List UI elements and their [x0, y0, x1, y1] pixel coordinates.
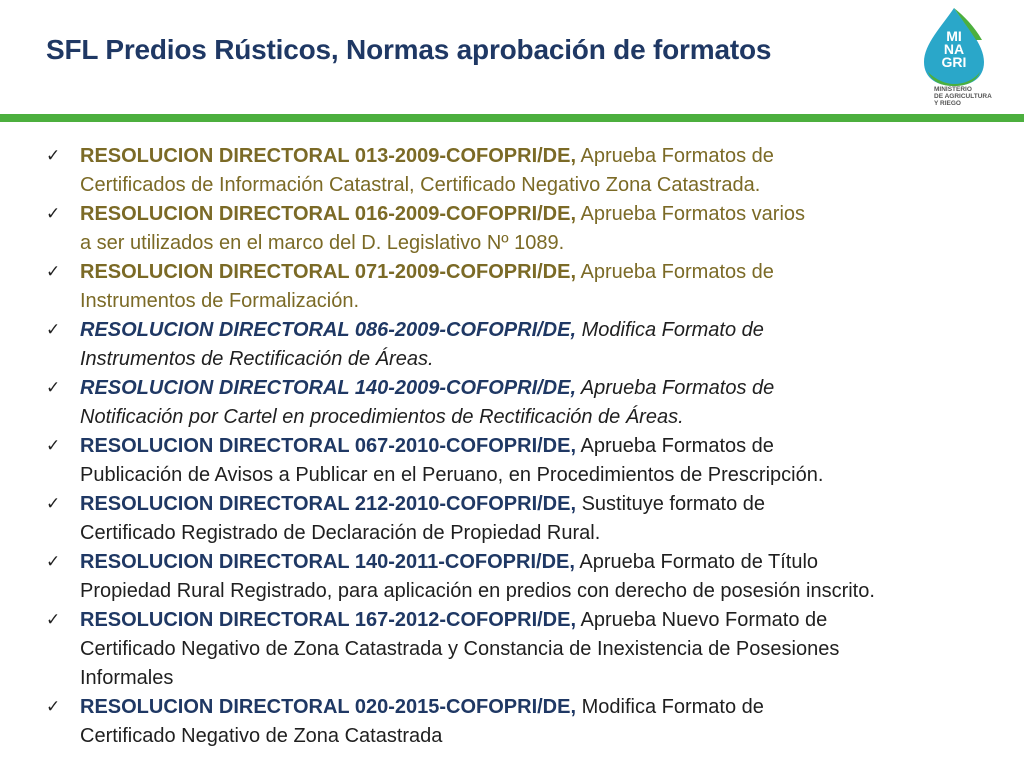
resolution-desc: Informales [80, 667, 174, 689]
resolution-desc: Certificado Negativo de Zona Catastrada y Constancia de Inexistencia de Posesiones [80, 638, 840, 660]
list-item [0, 374, 1024, 432]
check-icon: ✓ [46, 697, 61, 717]
logo-mark-line: NA [943, 41, 965, 57]
resolution-desc: Certificado Negativo de Zona Catastrada [80, 725, 443, 747]
resolution-code: RESOLUCION DIRECTORAL 071-2009-COFOPRI/DE, [80, 261, 577, 283]
list-item [0, 316, 1024, 374]
resolution-desc: Aprueba Formatos varios [576, 203, 806, 225]
resolution-desc: Instrumentos de Formalización. [80, 290, 360, 312]
logo-sub-line: Y RIEGO [934, 100, 961, 107]
resolution-desc: Modifica Formato de [576, 319, 764, 341]
resolution-desc: a ser utilizados en el marco del D. Legislativo Nº 1089. [80, 232, 565, 254]
resolution-desc: Aprueba Formatos de [576, 435, 774, 457]
minagri-logo [922, 4, 1022, 114]
list-item [0, 200, 1024, 258]
resolution-list [0, 142, 1024, 751]
resolution-desc: Certificados de Información Catastral, Certificado Negativo Zona Catastrada. [80, 174, 761, 196]
resolution-code: RESOLUCION DIRECTORAL 167-2012-COFOPRI/DE, [80, 609, 577, 631]
logo-subtitle [934, 86, 1024, 107]
check-icon: ✓ [46, 204, 61, 224]
resolution-desc: Aprueba Formatos de [576, 377, 775, 399]
page-title: SFL Predios Rústicos, Normas aprobación de formatos [46, 34, 772, 65]
check-icon: ✓ [46, 436, 61, 456]
resolution-desc: Sustituye formato de [576, 493, 766, 515]
header-divider [0, 114, 1024, 122]
resolution-desc: Aprueba Formatos de [576, 145, 774, 167]
check-icon: ✓ [46, 146, 61, 166]
check-icon: ✓ [46, 552, 61, 572]
resolution-desc: Aprueba Nuevo Formato de [576, 609, 828, 631]
check-icon: ✓ [46, 378, 61, 398]
resolution-desc: Notificación por Cartel en procedimientos de Rectificación de Áreas. [80, 406, 684, 428]
list-item [0, 490, 1024, 548]
resolution-desc: Aprueba Formato de Título [574, 551, 819, 573]
logo-mark-line: MI [946, 28, 962, 44]
list-item [0, 432, 1024, 490]
resolution-desc: Certificado Registrado de Declaración de Propiedad Rural. [80, 522, 601, 544]
check-icon: ✓ [46, 494, 61, 514]
list-item [0, 548, 1024, 606]
resolution-desc: Publicación de Avisos a Publicar en el Peruano, en Procedimientos de Prescripción. [80, 464, 824, 486]
list-item [0, 693, 1024, 751]
logo-mark [938, 30, 970, 69]
resolution-code: RESOLUCION DIRECTORAL 212-2010-COFOPRI/DE, [80, 493, 577, 515]
resolution-code: RESOLUCION DIRECTORAL 140-2011-COFOPRI/DE, [80, 551, 575, 573]
check-icon: ✓ [46, 610, 61, 630]
logo-mark-line: GRI [941, 54, 967, 70]
list-item [0, 606, 1024, 693]
resolution-desc: Formato de [656, 696, 764, 718]
resolution-code: RESOLUCION DIRECTORAL 140-2009-COFOPRI/DE, [80, 377, 577, 399]
list-item [0, 142, 1024, 200]
resolution-code: RESOLUCION DIRECTORAL 013-2009-COFOPRI/DE, [80, 145, 577, 167]
resolution-desc: Instrumentos de Rectificación de Áreas. [80, 348, 434, 370]
resolution-code: RESOLUCION DIRECTORAL 086-2009-COFOPRI/DE, [80, 319, 577, 341]
resolution-code: RESOLUCION DIRECTORAL 067-2010-COFOPRI/DE, [80, 435, 577, 457]
resolution-code: RESOLUCION DIRECTORAL 020-2015-COFOPRI/DE, [80, 696, 577, 718]
resolution-desc-accent: Modifica [576, 696, 657, 718]
resolution-code: RESOLUCION DIRECTORAL 016-2009-COFOPRI/DE, [80, 203, 577, 225]
check-icon: ✓ [46, 320, 61, 340]
resolution-desc: Propiedad Rural Registrado, para aplicación en predios con derecho de posesión inscrito. [80, 580, 875, 602]
logo-sub-line: MINISTERIO [934, 86, 972, 93]
check-icon: ✓ [46, 262, 61, 282]
logo-sub-line: DE AGRICULTURA [934, 93, 992, 100]
resolution-desc: Aprueba Formatos de [576, 261, 774, 283]
list-item [0, 258, 1024, 316]
